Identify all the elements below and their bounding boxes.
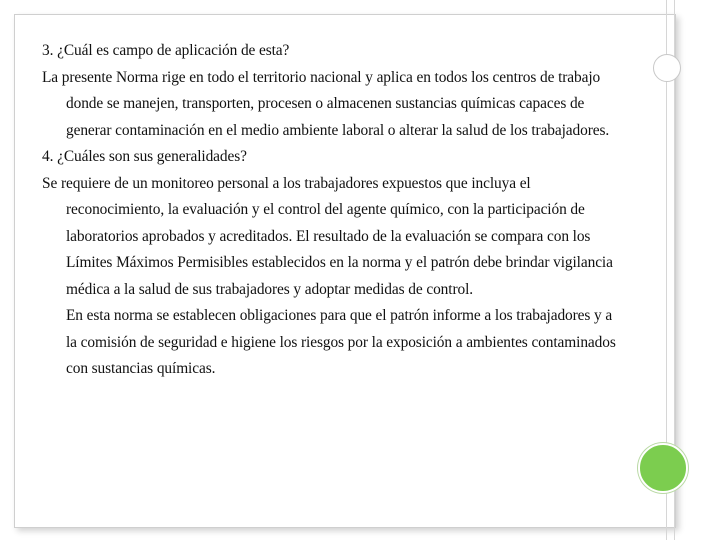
question-3-answer: La presente Norma rige en todo el territorio nacional y aplica en todos los centros de trabajo donde se manejen, transporten, procesen o almacenen sustancias químicas capaces de generar contaminación en el medio ambiente laboral o alterar la salud de los trabajadores.	[42, 68, 610, 139]
decorative-circle-outline	[653, 54, 681, 82]
question-3-heading: 3. ¿Cuál es campo de aplicación de esta?	[42, 42, 290, 59]
question-4-heading: 4. ¿Cuáles son sus generalidades?	[42, 148, 247, 165]
decorative-circle-green	[638, 443, 688, 493]
question-4-answer-continued: En esta norma se establecen obligaciones para que el patrón informe a los trabajadores y a la comisión de seguridad e higiene los riesgos por la exposición a ambientes contaminados con sustancias químicas.	[66, 307, 616, 377]
slide-content	[42, 38, 622, 383]
question-4-answer: Se requiere de un monitoreo personal a los trabajadores expuestos que incluya el reconocimiento, la evaluación y el control del agente químico, con la participación de laboratorios aprobados y acreditados. El resultado de la evaluación se compara con los Límites Máximos Permisibles establecidos en la norma y el patrón debe brindar vigilancia médica a la salud de sus trabajadores y adoptar medidas de control.	[42, 174, 613, 298]
